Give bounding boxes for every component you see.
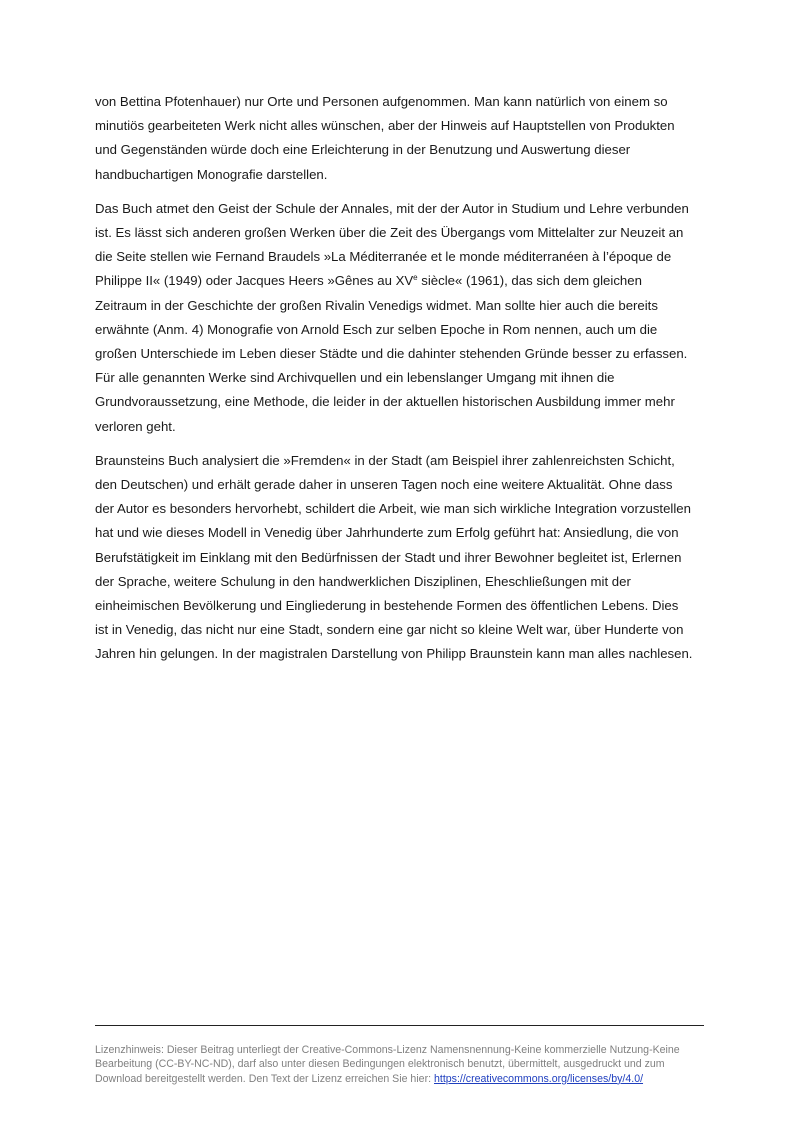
text-segment: siècle« (1961), das sich dem gleichen xyxy=(417,273,642,289)
document-body xyxy=(95,90,720,677)
text-line: großen Unterschiede im Leben dieser Städte und die dahinter stehenden Gründe besser zu erfassen. xyxy=(95,346,688,362)
license-text-line xyxy=(95,1072,715,1086)
paragraph-2 xyxy=(95,197,720,439)
text-line: Braunsteins Buch analysiert die »Fremden« in der Stadt (am Beispiel ihrer zahlenreichsten Schicht, xyxy=(95,452,675,468)
text-line: der Sprache, weitere Schulung in den handwerklichen Disziplinen, Eheschließungen mit der xyxy=(95,573,631,589)
text-line: minutiös gearbeiteten Werk nicht alles wünschen, aber der Hinweis auf Hauptstellen von Produkten xyxy=(95,118,675,134)
text-line: den Deutschen) und erhält gerade daher in unseren Tagen noch eine weitere Aktualität. Ohne dass xyxy=(95,477,673,493)
text-line: verloren geht. xyxy=(95,418,176,434)
license-notice xyxy=(95,1043,715,1086)
text-line: Jahren hin gelungen. In der magistralen Darstellung von Philipp Braunstein kann man alles nachlesen. xyxy=(95,646,693,662)
text-line: von Bettina Pfotenhauer) nur Orte und Personen aufgenommen. Man kann natürlich von einem so xyxy=(95,94,668,109)
text-line: Für alle genannten Werke sind Archivquellen und ein lebenslanger Umgang mit ihnen die xyxy=(95,370,615,386)
text-line: Das Buch atmet den Geist der Schule der Annales, mit der der Autor in Studium und Lehre verbunden xyxy=(95,200,689,216)
paragraph-3 xyxy=(95,449,720,667)
superscript: e xyxy=(413,273,418,283)
text-line: ist in Venedig, das nicht nur eine Stadt, sondern eine gar nicht so kleine Welt war, über Hunderte von xyxy=(95,622,684,638)
text-line: Grundvoraussetzung, eine Methode, die leider in der aktuellen historischen Ausbildung immer mehr xyxy=(95,394,675,410)
text-segment: Philippe II« (1949) oder Jacques Heers »Gênes au XV xyxy=(95,273,414,289)
text-line: einheimischen Bevölkerung und Eingliederung in bestehende Formen des öffentlichen Lebens. Dies xyxy=(95,598,679,614)
text-line: und Gegenständen würde doch eine Erleichterung in der Benutzung und Auswertung dieser xyxy=(95,142,631,158)
text-line: Zeitraum in der Geschichte der großen Rivalin Venedigs widmet. Man sollte hier auch die bereits xyxy=(95,297,658,313)
text-line-with-superscript xyxy=(95,269,720,293)
license-text-prefix: Download bereitgestellt werden. Den Text der Lizenz erreichen Sie hier: xyxy=(95,1072,434,1085)
text-line: die Seite stellen wie Fernand Braudels »La Méditerranée et le monde méditerranéen à l’époque de xyxy=(95,249,672,265)
license-text-line: Lizenzhinweis: Dieser Beitrag unterliegt der Creative-Commons-Lizenz Namensnennung-Keine kommerzielle Nutzung-Keine xyxy=(95,1044,680,1056)
text-line: der Autor es besonders hervorhebt, schildert die Arbeit, wie man sich wirkliche Integration vorzustellen xyxy=(95,501,691,517)
license-text-line: Bearbeitung (CC-BY-NC-ND), darf also unter diesen Bedingungen elektronisch benutzt, übermittelt, ausgedruckt und zum xyxy=(95,1058,665,1071)
license-link[interactable]: https://creativecommons.org/licenses/by/4.0/ xyxy=(434,1072,644,1085)
text-line: hat und wie dieses Modell in Venedig über Jahrhunderte zum Erfolg geführt hat: Ansiedlung, die von xyxy=(95,525,679,541)
text-line: handbuchartigen Monografie darstellen. xyxy=(95,166,328,182)
paragraph-1 xyxy=(95,90,720,187)
footer-divider xyxy=(95,1025,704,1026)
text-line: ist. Es lässt sich anderen großen Werken über die Zeit des Übergangs vom Mittelalter zur Neuzeit an xyxy=(95,225,684,241)
text-line: erwähnte (Anm. 4) Monografie von Arnold Esch zur selben Epoche in Rom nennen, auch um die xyxy=(95,321,658,337)
text-line: Berufstätigkeit im Einklang mit den Bedürfnissen der Stadt und ihrer Bewohner begleitet ist, Erlernen xyxy=(95,549,682,565)
